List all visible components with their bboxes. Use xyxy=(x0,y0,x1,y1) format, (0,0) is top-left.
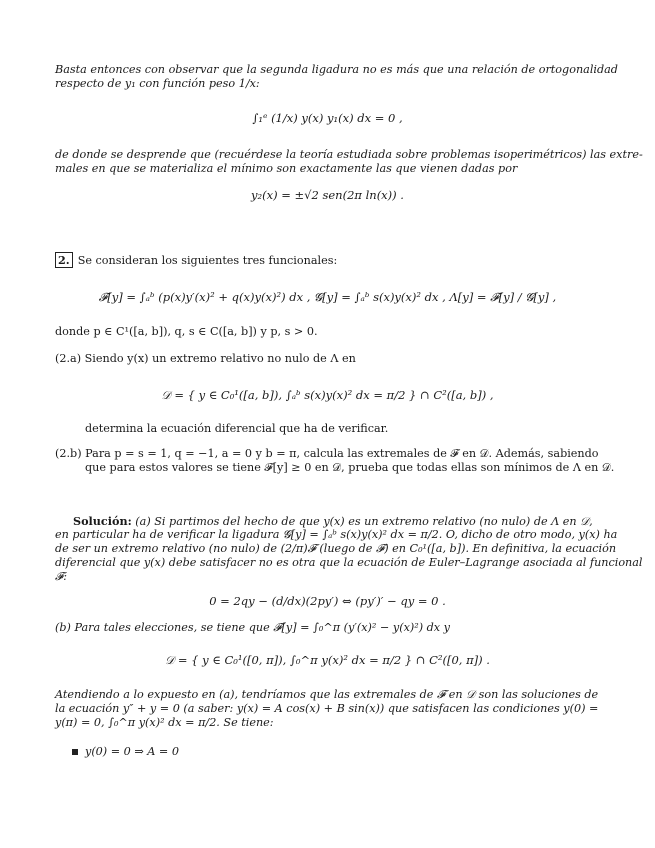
part-a-statement xyxy=(55,352,603,366)
solution-equation-euler-lagrange: 0 = 2qy − (d/dx)(2py′) ⇔ (py′)′ − qy = 0 . xyxy=(209,594,446,608)
part-b-text-1: Para p = s = 1, q = −1, a = 0 y b = π, calcula las extremales de 𝓕 en 𝒟. Además, sabiendo xyxy=(85,447,599,460)
problem-equation-functionals: 𝓕[y] = ∫ₐᵇ (p(x)y′(x)² + q(x)y(x)²) dx , 𝓖[y] = ∫ₐᵇ s(x)y(x)² dx , Λ[y] = 𝓕[y] / 𝓖[y] , xyxy=(98,290,557,304)
bullet-marker xyxy=(72,749,78,755)
intro-line-2: respecto de y₁ con función peso 1/x: xyxy=(55,77,260,90)
part-a-text: Siendo y(x) un extremo relativo no nulo de Λ en xyxy=(84,352,356,365)
part-b-text-2: que para estos valores se tiene 𝓕[y] ≥ 0 en 𝒟, prueba que todas ellas son mínimos de Λ en 𝒟. xyxy=(85,461,615,474)
problem-number-box: 2. xyxy=(55,252,73,268)
part-a-text-2: determina la ecuación diferencial que ha de verificar. xyxy=(85,422,389,435)
solution-line-2: en particular ha de verificar la ligadura 𝓖[y] = ∫ₐᵇ s(x)y(x)² dx = π/2. O, dicho de otro modo, y(x) ha xyxy=(55,528,618,541)
intro-line-4: males en que se materializa el mínimo son exactamente las que vienen dadas por xyxy=(55,162,518,175)
part-b-statement xyxy=(55,447,603,461)
solution-line-4: diferencial que y(x) debe satisfacer no es otra que la ecuación de Euler–Lagrange asociada al funcional xyxy=(55,556,643,569)
problem-intro xyxy=(55,253,603,268)
part-a-equation-domain: 𝒟 = { y ∈ C₀¹([a, b]), ∫ₐᵇ s(x)y(x)² dx = π/2 } ∩ C²([a, b]) , xyxy=(161,388,494,402)
solution-text-1: (a) Si partimos del hecho de que y(x) es un extremo relativo (no nulo) de Λ en 𝒟, xyxy=(135,515,593,528)
part-b-label: (2.b) xyxy=(55,447,82,460)
solution-line-7: Atendiendo a lo expuesto en (a), tendríamos que las extremales de 𝓕 en 𝒟 son las soluciones de xyxy=(55,688,599,701)
intro-line-3: de donde se desprende que (recuérdese la teoría estudiada sobre problemas isoperimétricos) las extre- xyxy=(55,148,643,161)
intro-equation-integral: ∫₁ᵉ (1/x) y(x) y₁(x) dx = 0 , xyxy=(252,111,403,125)
bullet-item-1: y(0) = 0 ⇒ A = 0 xyxy=(85,745,179,758)
intro-line-1: Basta entonces con observar que la segunda ligadura no es más que una relación de ortogonalidad xyxy=(55,63,618,76)
solution-line-6: (b) Para tales elecciones, se tiene que 𝓕[y] = ∫₀^π (y′(x)² − y(x)²) dx y xyxy=(55,621,450,634)
solution-heading: Solución: xyxy=(73,514,132,528)
solution-line-5: 𝓕: xyxy=(55,570,68,583)
solution-line-9: y(π) = 0, ∫₀^π y(x)² dx = π/2. Se tiene: xyxy=(55,716,274,729)
part-a-label: (2.a) xyxy=(55,352,82,365)
problem-line-1: Se consideran los siguientes tres funcionales: xyxy=(77,254,338,267)
solution-line-3: de ser un extremo relativo (no nulo) de (2/π)𝓕 (luego de 𝓕) en C₀¹([a, b]). En definitiva, la ecuación xyxy=(55,542,617,555)
solution-equation-domain: 𝒟 = { y ∈ C₀¹([0, π]), ∫₀^π y(x)² dx = π/2 } ∩ C²([0, π]) . xyxy=(165,653,490,667)
intro-equation-y2: y₂(x) = ±√2 sen(2π ln(x)) . xyxy=(251,188,404,202)
problem-line-2: donde p ∈ C¹([a, b]), q, s ∈ C([a, b]) y p, s > 0. xyxy=(55,325,318,338)
solution-line-1 xyxy=(55,514,603,529)
solution-line-8: la ecuación y″ + y = 0 (a saber: y(x) = A cos(x) + B sin(x)) que satisfacen las condiciones y(0) = xyxy=(55,702,599,715)
